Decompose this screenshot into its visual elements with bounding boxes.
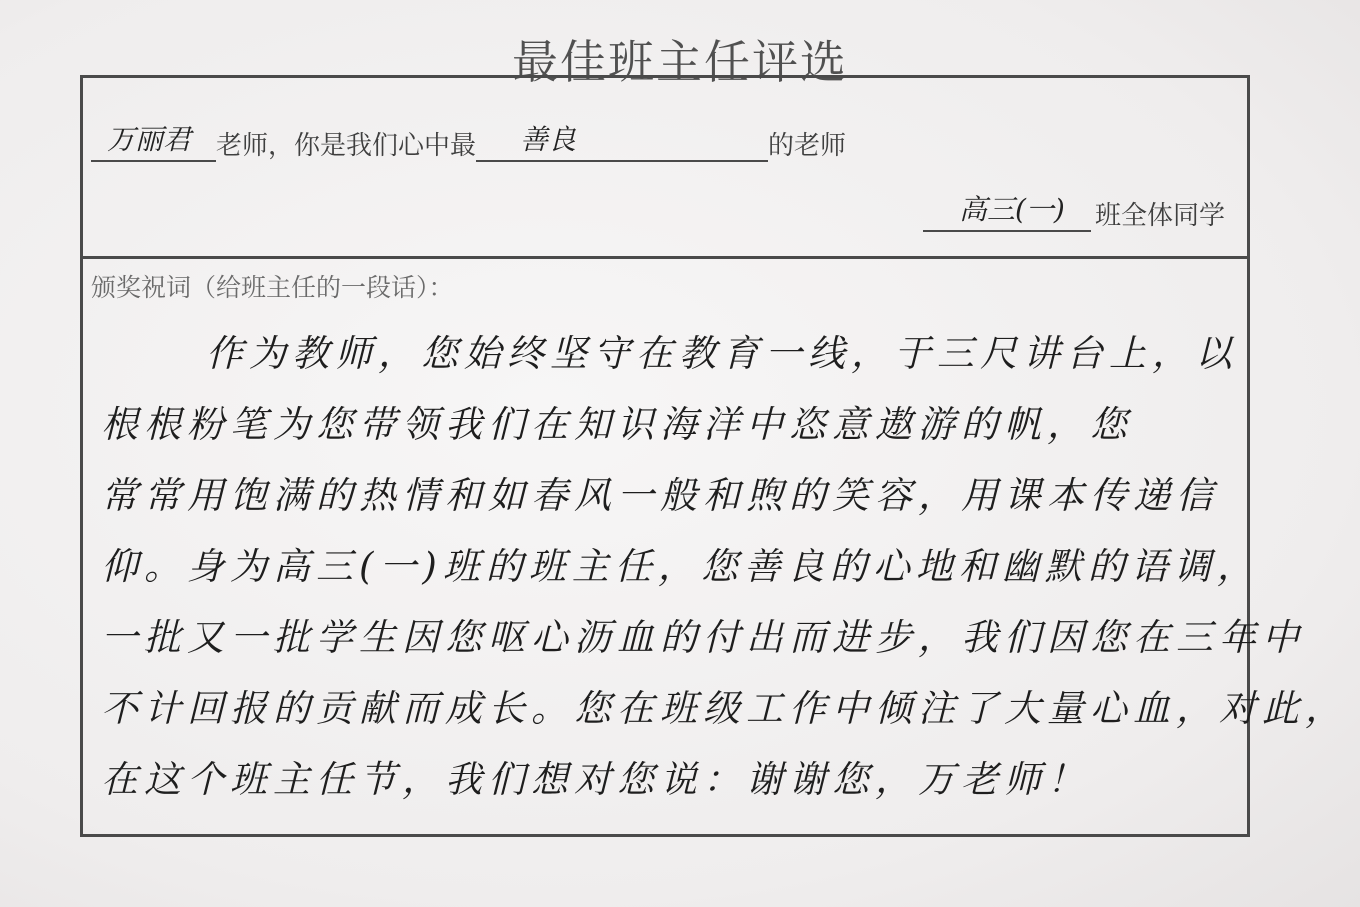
section-divider [83, 256, 1247, 259]
teacher-name-field: 万丽君 [91, 120, 216, 162]
speech-line: 在这个班主任节，我们想对您说：谢谢您，万老师！ [101, 758, 1090, 801]
speech-line: 仰。身为高三(一)班的班主任，您善良的心地和幽默的语调， [101, 545, 1260, 588]
nomination-end-text: 的老师 [768, 131, 847, 161]
signature-suffix: 班全体同学 [1094, 201, 1225, 231]
speech-line: 一批又一批学生因您呕心沥血的付出而进步，我们因您在三年中 [101, 616, 1305, 659]
quality-field: 善良 [476, 120, 768, 162]
award-form [80, 75, 1348, 837]
speech-line: 作为教师，您始终坚守在教育一线，于三尺讲台上，以 [206, 332, 1238, 375]
speech-line: 根根粉笔为您带领我们在知识海洋中恣意遨游的帆，您 [101, 403, 1133, 446]
page-title: 最佳班主任评选 [512, 35, 848, 89]
nomination-text: 老师，你是我们心中最 [216, 131, 477, 161]
nomination-line [91, 118, 846, 162]
class-signature [923, 190, 1225, 232]
speech-line: 常常用饱满的热情和如春风一般和煦的笑容，用课本传递信 [101, 474, 1219, 517]
speech-line: 不计回报的贡献而成长。您在班级工作中倾注了大量心血，对此， [101, 687, 1348, 730]
speech-prompt: 颁奖祝词（给班主任的一段话）： [91, 273, 454, 302]
award-speech [101, 318, 1348, 815]
class-name-field: 高三(一) [923, 190, 1091, 232]
